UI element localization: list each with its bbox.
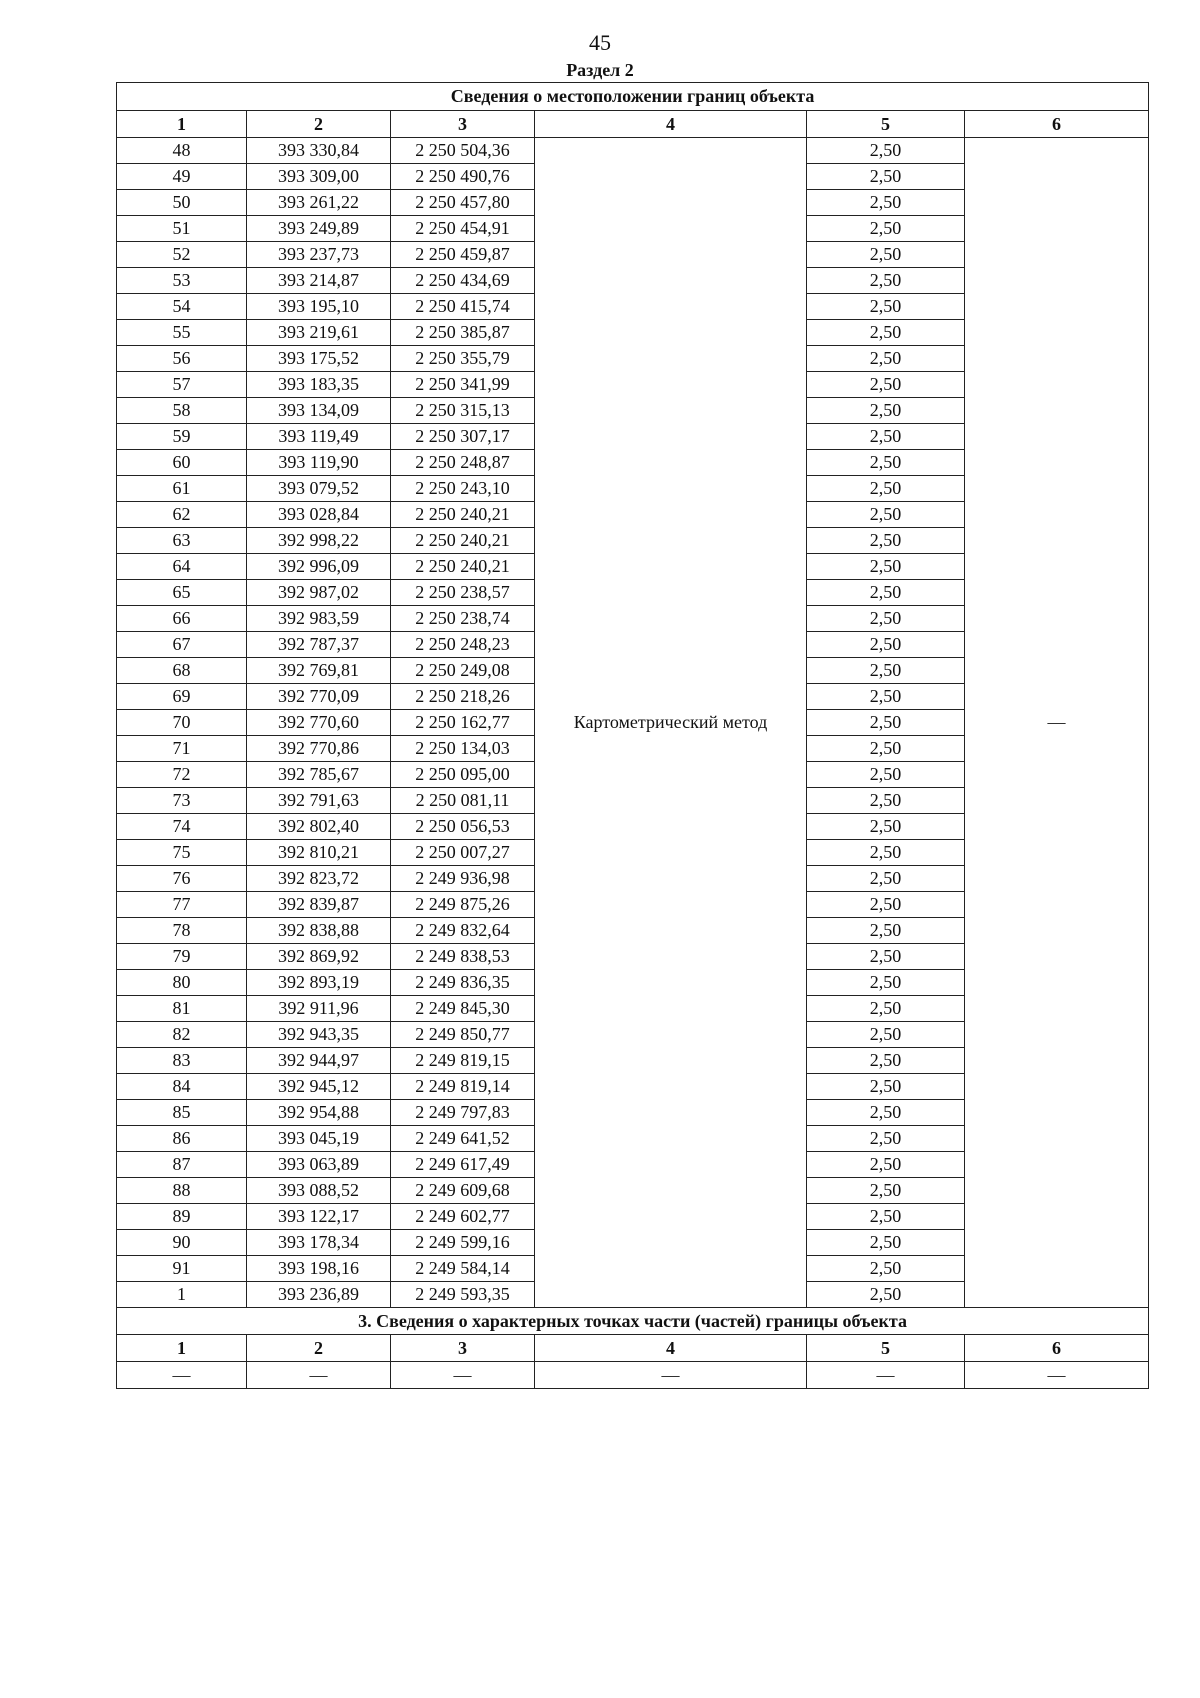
coordinate-y: 2 250 162,77	[391, 710, 535, 736]
point-number: 50	[117, 190, 247, 216]
coordinate-y: 2 250 341,99	[391, 372, 535, 398]
coordinate-y: 2 250 307,17	[391, 424, 535, 450]
coordinate-y: 2 250 385,87	[391, 320, 535, 346]
column-header: 1	[117, 111, 247, 138]
point-number: 76	[117, 866, 247, 892]
point-number: 69	[117, 684, 247, 710]
point-number: 84	[117, 1074, 247, 1100]
coordinate-y: 2 249 609,68	[391, 1178, 535, 1204]
coordinate-x: 393 175,52	[247, 346, 391, 372]
coordinate-y: 2 250 081,11	[391, 788, 535, 814]
point-number: 68	[117, 658, 247, 684]
accuracy-value: 2,50	[807, 502, 965, 528]
empty-value: —	[965, 1362, 1149, 1389]
point-number: 78	[117, 918, 247, 944]
section3-title: 3. Сведения о характерных точках части (частей) границы объекта	[117, 1308, 1149, 1335]
column-header: 4	[535, 1335, 807, 1362]
table-row	[117, 138, 1149, 164]
coordinate-y: 2 249 602,77	[391, 1204, 535, 1230]
coordinate-y: 2 250 007,27	[391, 840, 535, 866]
point-number: 85	[117, 1100, 247, 1126]
accuracy-value: 2,50	[807, 996, 965, 1022]
coordinate-y: 2 250 459,87	[391, 242, 535, 268]
coordinate-x: 392 823,72	[247, 866, 391, 892]
point-number: 86	[117, 1126, 247, 1152]
accuracy-value: 2,50	[807, 788, 965, 814]
point-number: 90	[117, 1230, 247, 1256]
coordinate-y: 2 249 641,52	[391, 1126, 535, 1152]
coordinate-y: 2 250 240,21	[391, 554, 535, 580]
coordinate-y: 2 250 504,36	[391, 138, 535, 164]
coordinate-x: 393 195,10	[247, 294, 391, 320]
accuracy-value: 2,50	[807, 1178, 965, 1204]
table-title-row	[117, 83, 1149, 111]
accuracy-value: 2,50	[807, 736, 965, 762]
accuracy-value: 2,50	[807, 632, 965, 658]
coordinate-x: 392 785,67	[247, 762, 391, 788]
accuracy-value: 2,50	[807, 606, 965, 632]
coordinate-x: 392 838,88	[247, 918, 391, 944]
coordinate-x: 393 079,52	[247, 476, 391, 502]
coordinate-x: 392 839,87	[247, 892, 391, 918]
coordinate-x: 392 769,81	[247, 658, 391, 684]
coordinate-y: 2 250 248,87	[391, 450, 535, 476]
accuracy-value: 2,50	[807, 242, 965, 268]
accuracy-value: 2,50	[807, 450, 965, 476]
accuracy-value: 2,50	[807, 164, 965, 190]
point-number: 62	[117, 502, 247, 528]
coordinate-y: 2 250 315,13	[391, 398, 535, 424]
accuracy-value: 2,50	[807, 216, 965, 242]
point-number: 63	[117, 528, 247, 554]
coordinate-x: 392 770,60	[247, 710, 391, 736]
accuracy-value: 2,50	[807, 1230, 965, 1256]
column-header: 6	[965, 111, 1149, 138]
point-number: 51	[117, 216, 247, 242]
accuracy-value: 2,50	[807, 658, 965, 684]
coordinate-x: 392 911,96	[247, 996, 391, 1022]
accuracy-value: 2,50	[807, 320, 965, 346]
coordinate-x: 393 330,84	[247, 138, 391, 164]
coordinate-y: 2 250 249,08	[391, 658, 535, 684]
empty-value: —	[807, 1362, 965, 1389]
accuracy-value: 2,50	[807, 138, 965, 164]
point-number: 71	[117, 736, 247, 762]
coordinate-x: 393 122,17	[247, 1204, 391, 1230]
coordinate-y: 2 249 845,30	[391, 996, 535, 1022]
point-number: 79	[117, 944, 247, 970]
coordinate-y: 2 250 248,23	[391, 632, 535, 658]
coordinate-x: 392 987,02	[247, 580, 391, 606]
coordinate-y: 2 250 056,53	[391, 814, 535, 840]
coordinate-x: 393 045,19	[247, 1126, 391, 1152]
section3-row	[117, 1362, 1149, 1389]
point-number: 77	[117, 892, 247, 918]
accuracy-value: 2,50	[807, 398, 965, 424]
coordinate-x: 392 791,63	[247, 788, 391, 814]
column-header: 2	[247, 111, 391, 138]
coordinate-x: 393 237,73	[247, 242, 391, 268]
point-number: 87	[117, 1152, 247, 1178]
accuracy-value: 2,50	[807, 892, 965, 918]
coordinate-x: 393 119,90	[247, 450, 391, 476]
point-number: 64	[117, 554, 247, 580]
point-number: 89	[117, 1204, 247, 1230]
coordinate-x: 393 309,00	[247, 164, 391, 190]
empty-value: —	[535, 1362, 807, 1389]
coordinate-x: 393 198,16	[247, 1256, 391, 1282]
coordinate-y: 2 249 819,15	[391, 1048, 535, 1074]
coordinate-x: 393 219,61	[247, 320, 391, 346]
accuracy-value: 2,50	[807, 1074, 965, 1100]
point-number: 66	[117, 606, 247, 632]
column-header: 2	[247, 1335, 391, 1362]
accuracy-value: 2,50	[807, 268, 965, 294]
coordinate-y: 2 250 355,79	[391, 346, 535, 372]
coordinate-x: 393 028,84	[247, 502, 391, 528]
coordinate-x: 393 063,89	[247, 1152, 391, 1178]
coordinate-y: 2 249 584,14	[391, 1256, 535, 1282]
point-number: 56	[117, 346, 247, 372]
accuracy-value: 2,50	[807, 1126, 965, 1152]
coordinate-y: 2 250 218,26	[391, 684, 535, 710]
coordinate-x: 392 869,92	[247, 944, 391, 970]
coordinate-y: 2 249 838,53	[391, 944, 535, 970]
column-header: 4	[535, 111, 807, 138]
accuracy-value: 2,50	[807, 1282, 965, 1308]
accuracy-value: 2,50	[807, 190, 965, 216]
accuracy-value: 2,50	[807, 1048, 965, 1074]
point-number: 81	[117, 996, 247, 1022]
coordinate-x: 393 178,34	[247, 1230, 391, 1256]
coordinate-y: 2 250 434,69	[391, 268, 535, 294]
coordinate-x: 392 996,09	[247, 554, 391, 580]
point-number: 83	[117, 1048, 247, 1074]
coordinate-y: 2 250 243,10	[391, 476, 535, 502]
coordinate-x: 392 787,37	[247, 632, 391, 658]
empty-value: —	[247, 1362, 391, 1389]
point-number: 54	[117, 294, 247, 320]
coordinate-y: 2 250 238,74	[391, 606, 535, 632]
coordinate-x: 392 810,21	[247, 840, 391, 866]
coordinate-y: 2 249 936,98	[391, 866, 535, 892]
column-header: 1	[117, 1335, 247, 1362]
coordinate-y: 2 249 819,14	[391, 1074, 535, 1100]
point-number: 52	[117, 242, 247, 268]
coordinate-x: 392 943,35	[247, 1022, 391, 1048]
accuracy-value: 2,50	[807, 684, 965, 710]
accuracy-value: 2,50	[807, 1100, 965, 1126]
accuracy-value: 2,50	[807, 476, 965, 502]
method-cell: Картометрический метод	[535, 138, 807, 1308]
accuracy-value: 2,50	[807, 710, 965, 736]
boundary-table	[116, 82, 1149, 1389]
coordinate-y: 2 250 490,76	[391, 164, 535, 190]
coordinate-y: 2 250 238,57	[391, 580, 535, 606]
coordinate-y: 2 249 599,16	[391, 1230, 535, 1256]
point-number: 67	[117, 632, 247, 658]
point-number: 73	[117, 788, 247, 814]
coordinate-x: 393 261,22	[247, 190, 391, 216]
coordinate-y: 2 250 454,91	[391, 216, 535, 242]
coordinate-x: 392 983,59	[247, 606, 391, 632]
point-number: 72	[117, 762, 247, 788]
column-header: 3	[391, 1335, 535, 1362]
point-number: 88	[117, 1178, 247, 1204]
point-number: 58	[117, 398, 247, 424]
table-title: Сведения о местоположении границ объекта	[117, 83, 1149, 111]
coordinate-y: 2 249 797,83	[391, 1100, 535, 1126]
accuracy-value: 2,50	[807, 1152, 965, 1178]
coordinate-x: 393 119,49	[247, 424, 391, 450]
accuracy-value: 2,50	[807, 814, 965, 840]
coordinate-x: 392 770,86	[247, 736, 391, 762]
point-number: 70	[117, 710, 247, 736]
section3-title-row	[117, 1308, 1149, 1335]
accuracy-value: 2,50	[807, 918, 965, 944]
point-number: 91	[117, 1256, 247, 1282]
column-header: 5	[807, 1335, 965, 1362]
column-header: 6	[965, 1335, 1149, 1362]
accuracy-value: 2,50	[807, 866, 965, 892]
point-number: 61	[117, 476, 247, 502]
point-number: 53	[117, 268, 247, 294]
coordinate-y: 2 250 240,21	[391, 502, 535, 528]
empty-value: —	[391, 1362, 535, 1389]
coordinate-x: 393 214,87	[247, 268, 391, 294]
coordinate-y: 2 250 457,80	[391, 190, 535, 216]
accuracy-value: 2,50	[807, 346, 965, 372]
coordinate-x: 392 893,19	[247, 970, 391, 996]
point-number: 57	[117, 372, 247, 398]
coordinate-y: 2 250 415,74	[391, 294, 535, 320]
section3-header-row	[117, 1335, 1149, 1362]
page-number: 45	[589, 30, 611, 55]
accuracy-value: 2,50	[807, 424, 965, 450]
coordinate-y: 2 250 095,00	[391, 762, 535, 788]
coordinate-x: 393 134,09	[247, 398, 391, 424]
coordinate-x: 393 088,52	[247, 1178, 391, 1204]
coordinate-x: 392 998,22	[247, 528, 391, 554]
point-number: 82	[117, 1022, 247, 1048]
coordinate-x: 393 249,89	[247, 216, 391, 242]
accuracy-value: 2,50	[807, 294, 965, 320]
accuracy-value: 2,50	[807, 372, 965, 398]
coordinate-y: 2 249 593,35	[391, 1282, 535, 1308]
point-number: 60	[117, 450, 247, 476]
accuracy-value: 2,50	[807, 840, 965, 866]
point-number: 49	[117, 164, 247, 190]
coordinate-y: 2 249 617,49	[391, 1152, 535, 1178]
coordinate-y: 2 249 836,35	[391, 970, 535, 996]
column-header: 5	[807, 111, 965, 138]
coordinate-y: 2 249 850,77	[391, 1022, 535, 1048]
column-header: 3	[391, 111, 535, 138]
point-number: 1	[117, 1282, 247, 1308]
accuracy-value: 2,50	[807, 528, 965, 554]
coordinate-y: 2 250 134,03	[391, 736, 535, 762]
point-number: 59	[117, 424, 247, 450]
accuracy-value: 2,50	[807, 1204, 965, 1230]
coordinate-y: 2 250 240,21	[391, 528, 535, 554]
accuracy-value: 2,50	[807, 944, 965, 970]
point-number: 65	[117, 580, 247, 606]
accuracy-value: 2,50	[807, 580, 965, 606]
point-number: 75	[117, 840, 247, 866]
accuracy-value: 2,50	[807, 1022, 965, 1048]
empty-value: —	[117, 1362, 247, 1389]
coordinate-x: 393 183,35	[247, 372, 391, 398]
accuracy-value: 2,50	[807, 762, 965, 788]
coordinate-x: 392 944,97	[247, 1048, 391, 1074]
column-header-row	[117, 111, 1149, 138]
coordinate-x: 392 945,12	[247, 1074, 391, 1100]
coordinate-x: 393 236,89	[247, 1282, 391, 1308]
accuracy-value: 2,50	[807, 970, 965, 996]
section-label: Раздел 2	[566, 60, 634, 80]
point-number: 48	[117, 138, 247, 164]
coordinate-x: 392 954,88	[247, 1100, 391, 1126]
point-number: 55	[117, 320, 247, 346]
point-number: 74	[117, 814, 247, 840]
coordinate-y: 2 249 875,26	[391, 892, 535, 918]
coordinate-x: 392 802,40	[247, 814, 391, 840]
accuracy-value: 2,50	[807, 1256, 965, 1282]
accuracy-value: 2,50	[807, 554, 965, 580]
description-cell: —	[965, 138, 1149, 1308]
point-number: 80	[117, 970, 247, 996]
coordinate-y: 2 249 832,64	[391, 918, 535, 944]
coordinate-x: 392 770,09	[247, 684, 391, 710]
